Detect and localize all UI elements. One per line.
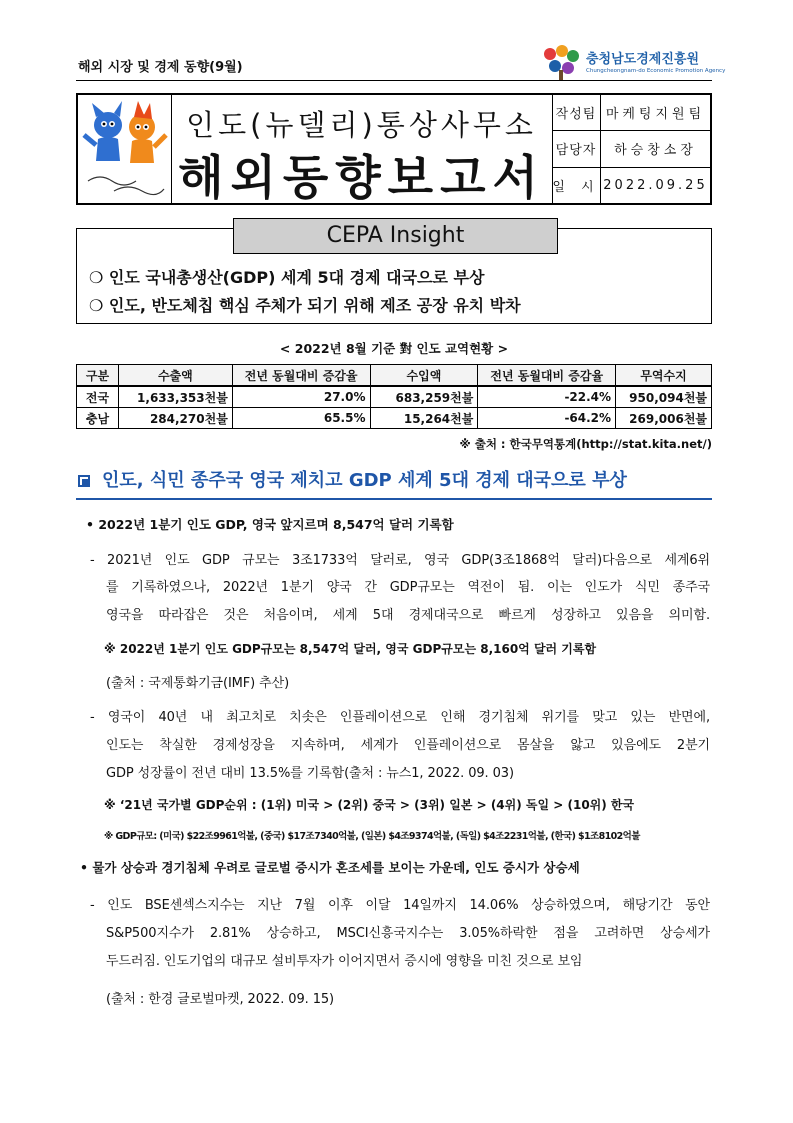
org-subtitle: Chungcheongnam-do Economic Promotion Agency xyxy=(586,68,726,74)
title-box xyxy=(76,93,712,205)
paragraph-line: GDP 성장률이 전년 대비 13.5%를 기록함(출처 : 뉴스1, 2022. 09. 03) xyxy=(106,766,514,781)
section-rule xyxy=(76,498,712,500)
info-row xyxy=(552,95,710,131)
col-header: 전년 동월대비 증감율 xyxy=(232,365,370,387)
source-line: (출처 : 국제통화기금(IMF) 추산) xyxy=(106,676,290,691)
info-key: 일 시 xyxy=(552,167,601,203)
org-emblem-icon xyxy=(540,44,582,82)
trade-table xyxy=(76,364,712,429)
paragraph-line: 인도는 착실한 경제성장을 지속하며, 세계가 인플레이션으로 몸살을 앓고 있음에도 2분기 xyxy=(106,738,710,753)
info-row xyxy=(552,131,710,167)
trade-header-row xyxy=(77,365,712,387)
table-cell: 1,633,353천불 xyxy=(118,386,232,408)
insight-item: ❍ 인도, 반도체칩 핵심 주체가 되기 위해 제조 공장 유치 박차 xyxy=(89,296,521,315)
insight-item: ❍ 인도 국내총생산(GDP) 세계 5대 경제 대국으로 부상 xyxy=(89,268,485,287)
table-cell: 27.0% xyxy=(232,386,370,408)
table-cell: 15,264천불 xyxy=(370,408,478,429)
office-name: 인도(뉴델리)통상사무소 xyxy=(186,108,537,142)
trade-source: ※ 출처 : 한국무역통계(http://stat.kita.net/) xyxy=(459,437,712,451)
table-row xyxy=(77,408,712,429)
col-header: 전년 동월대비 증감율 xyxy=(478,365,616,387)
note: ※ 2022년 1분기 인도 GDP규모는 8,547억 달러, 영국 GDP규모는 8,160억 달러 기록함 xyxy=(104,642,597,656)
table-cell: 683,259천불 xyxy=(370,386,478,408)
bullet-heading: • 물가 상승과 경기침체 우려로 글로벌 증시가 혼조세를 보이는 가운데, 인도 증시가 상승세 xyxy=(80,860,580,875)
info-value: 하승창소장 xyxy=(601,131,711,167)
paragraph-line: S&P500지수가 2.81% 상승하고, MSCI신흥국지수는 3.05%하락한 점을 고려하면 상승세가 xyxy=(106,926,710,941)
header-rule xyxy=(76,80,712,81)
org-logo xyxy=(540,44,726,84)
section-heading-text: 인도, 식민 종주국 영국 제치고 GDP 세계 5대 경제 대국으로 부상 xyxy=(102,470,627,491)
info-key: 작성팀 xyxy=(552,95,601,131)
paragraph-line: 를 기록하였으나, 2022년 1분기 양국 간 GDP규모는 역전이 됨. 이는 인도가 식민 종주국 xyxy=(106,580,710,595)
table-cell: 950,094천불 xyxy=(616,386,712,408)
mascot-cell xyxy=(78,95,172,203)
paragraph-line: 두드러짐. 인도기업의 대규모 설비투자가 이어지면서 증시에 영향을 미친 것으로 보임 xyxy=(106,954,583,969)
table-cell: 전국 xyxy=(77,386,119,408)
report-title: 해외동향보고서 xyxy=(178,151,545,206)
table-cell: 269,006천불 xyxy=(616,408,712,429)
table-cell: 충남 xyxy=(77,408,119,429)
section-heading xyxy=(78,466,627,492)
paragraph-line: - 인도 BSE센섹스지수는 지난 7월 이후 이달 14일까지 14.06% 상승하였으며, 해당기간 동안 xyxy=(90,898,710,913)
mascot-illustration xyxy=(78,95,171,203)
info-value: 마케팅지원팀 xyxy=(601,95,711,131)
org-name: 충청남도경제진흥원 xyxy=(586,52,700,67)
bullet-heading: • 2022년 1분기 인도 GDP, 영국 앞지르며 8,547억 달러 기록함 xyxy=(86,517,454,532)
info-key: 담당자 xyxy=(552,131,601,167)
main-title-cell xyxy=(171,95,553,206)
info-value: 2022.09.25 xyxy=(603,177,708,193)
table-cell: 65.5% xyxy=(232,408,370,429)
table-cell: -64.2% xyxy=(478,408,616,429)
source-line: (출처 : 한경 글로벌마켓, 2022. 09. 15) xyxy=(106,992,335,1007)
trade-table-caption: < 2022년 8월 기준 對 인도 교역현황 > xyxy=(279,341,509,356)
paragraph-line: - 영국이 40년 내 최고치로 치솟은 인플레이션으로 인해 경기침체 위기를 맞고 있는 반면에, xyxy=(90,710,710,725)
paragraph-line: - 2021년 인도 GDP 규모는 3조1733억 달러로, 영국 GDP(3조1868억 달러)다음으로 세계6위 xyxy=(90,553,710,568)
table-cell: 284,270천불 xyxy=(118,408,232,429)
note: ※ ‘21년 국가별 GDP순위 : (1위) 미국 > (2위) 중국 > (3위) 일본 > (4위) 독일 > (10위) 한국 xyxy=(104,798,635,812)
table-row xyxy=(77,386,712,408)
insight-title: CEPA Insight xyxy=(233,218,558,254)
section-marker-icon xyxy=(78,475,90,487)
table-cell: -22.4% xyxy=(478,386,616,408)
col-header: 구분 xyxy=(77,365,119,387)
paragraph-line: 영국을 따라잡은 것은 처음이며, 세계 5대 경제대국으로 빠르게 성장하고 있음을 의미함. xyxy=(106,608,710,623)
info-table xyxy=(552,95,710,203)
report-series-label: 해외 시장 및 경제 동향(9월) xyxy=(78,60,243,75)
info-row xyxy=(552,167,710,203)
col-header: 무역수지 xyxy=(616,365,712,387)
col-header: 수출액 xyxy=(118,365,232,387)
note: ※ GDP규모: (미국) $22조9961억불, (중국) $17조7340억불, (일본) $4조9374억불, (독일) $4조2231억불, (한국) $1조8102억불 xyxy=(104,831,640,842)
col-header: 수입액 xyxy=(370,365,478,387)
